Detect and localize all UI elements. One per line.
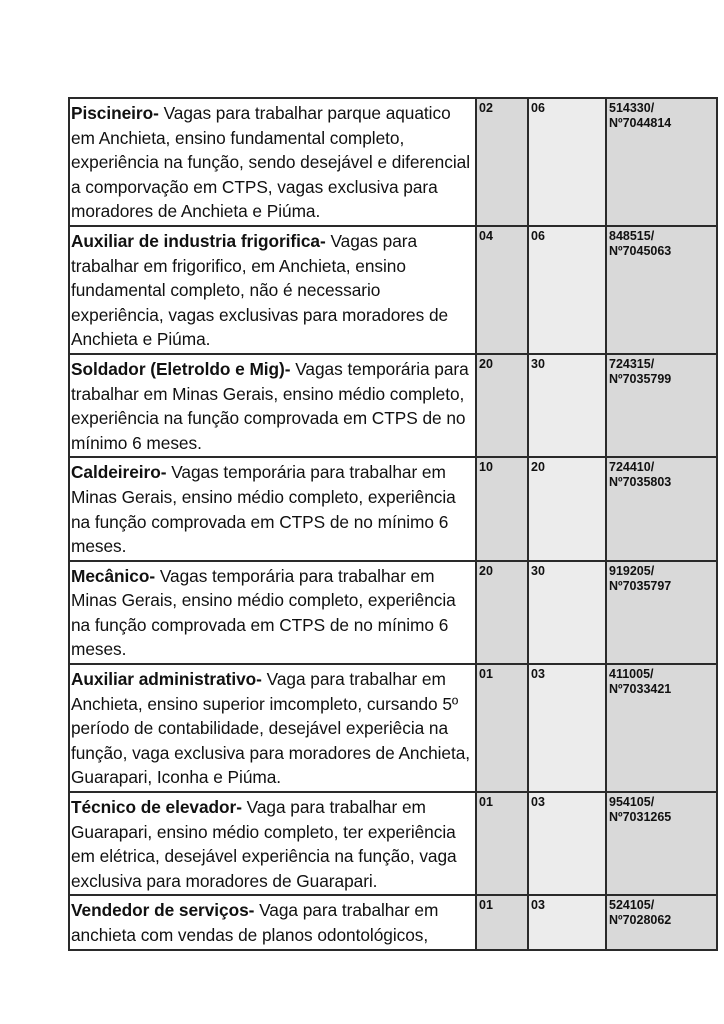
referrals-count: 03 [528,664,606,792]
referrals-count: 20 [528,457,606,560]
job-description: Vaga para trabalhar em Guarapari, ensino médio completo, ter experiência em elétrica, desejável experiência na função, vaga exclusiva para moradores de Guarapari. [71,797,457,891]
job-number: Nº7045063 [609,243,672,258]
job-number: Nº7028062 [609,913,672,928]
job-code-cell [606,792,717,895]
job-number: Nº7031265 [609,810,672,825]
openings-count: 01 [476,792,528,895]
job-code-cell [606,561,717,664]
cbo-code: 524105/ [609,898,655,913]
referrals-count: 30 [528,354,606,457]
openings-count: 01 [476,895,528,949]
openings-count: 20 [476,354,528,457]
job-description-cell [69,226,476,354]
job-description-cell [69,664,476,792]
job-code-cell [606,98,717,226]
cbo-code: 848515/ [609,228,655,243]
referrals-count: 30 [528,561,606,664]
job-description: Vagas temporária para trabalhar em Minas Gerais, ensino médio completo, experiência na função comprovada em CTPS de no mínimo 6 meses. [71,565,456,660]
table-row [69,664,717,792]
job-listings-table [68,97,718,951]
cbo-code: 954105/ [609,795,655,810]
referrals-count: 03 [528,895,606,949]
job-description: Vagas temporária para trabalhar em Minas Gerais, ensino médio completo, experiência na função comprovada em CTPS de no mínimo 6 meses. [71,462,456,557]
job-description-cell [69,561,476,664]
cbo-code: 919205/ [609,563,655,578]
job-description: Vaga para trabalhar em anchieta com vendas de planos odontológicos, [71,900,439,945]
job-title: Caldeireiro- [71,462,167,483]
table-row [69,98,717,226]
openings-count: 02 [476,98,528,226]
job-code-cell [606,895,717,949]
job-description: Vagas para trabalhar em frigorifico, em Anchieta, ensino fundamental completo, não é necessario experiência, vagas exclusivas para moradores de Anchieta e Piúma. [71,230,449,350]
job-description-cell [69,457,476,560]
cbo-code: 724315/ [609,356,655,371]
table-row [69,226,717,354]
cbo-code: 724410/ [609,460,655,475]
job-description: Vaga para trabalhar em Anchieta, ensino superior imcompleto, cursando 5º período de contabilidade, desejável experiêcia na função, vaga exclusiva para moradores de Anchieta, Guarapari, Iconha e Piúma. [71,669,471,788]
job-title: Vendedor de serviços- [71,900,255,921]
job-description-cell [69,895,476,949]
job-title: Técnico de elevador- [71,797,242,818]
table-row [69,561,717,664]
job-title: Auxiliar de industria frigorifica- [71,230,326,251]
job-code-cell [606,354,717,457]
job-number: Nº7035799 [609,371,672,386]
openings-count: 04 [476,226,528,354]
job-description: Vagas temporária para trabalhar em Minas Gerais, ensino médio completo, experiência na função comprovada em CTPS de no mínimo 6 meses. [71,358,469,453]
job-description-cell [69,354,476,457]
table-row [69,354,717,457]
openings-count: 01 [476,664,528,792]
table-row [69,457,717,560]
openings-count: 10 [476,457,528,560]
job-number: Nº7035797 [609,578,672,593]
referrals-count: 03 [528,792,606,895]
job-description-cell [69,98,476,226]
cbo-code: 514330/ [609,101,655,115]
table-row [69,792,717,895]
job-description: Vagas para trabalhar parque aquatico em Anchieta, ensino fundamental completo, experiência na função, sendo desejável e diferencial a comporvação em CTPS, vagas exclusiva para moradores de Anchieta e Piúma. [71,103,470,222]
cbo-code: 411005/ [609,667,654,682]
job-title: Auxiliar administrativo- [71,669,262,690]
referrals-count: 06 [528,226,606,354]
job-number: Nº7035803 [609,475,672,490]
job-title: Mecânico- [71,565,156,586]
job-number: Nº7044814 [609,116,672,130]
job-title: Piscineiro- [71,103,159,123]
job-description-cell [69,792,476,895]
job-title: Soldador (Eletroldo e Mig)- [71,358,291,379]
job-rows [69,98,717,950]
job-number: Nº7033421 [609,682,672,697]
job-code-cell [606,226,717,354]
job-code-cell [606,664,717,792]
job-code-cell [606,457,717,560]
table-row [69,895,717,949]
referrals-count: 06 [528,98,606,226]
openings-count: 20 [476,561,528,664]
